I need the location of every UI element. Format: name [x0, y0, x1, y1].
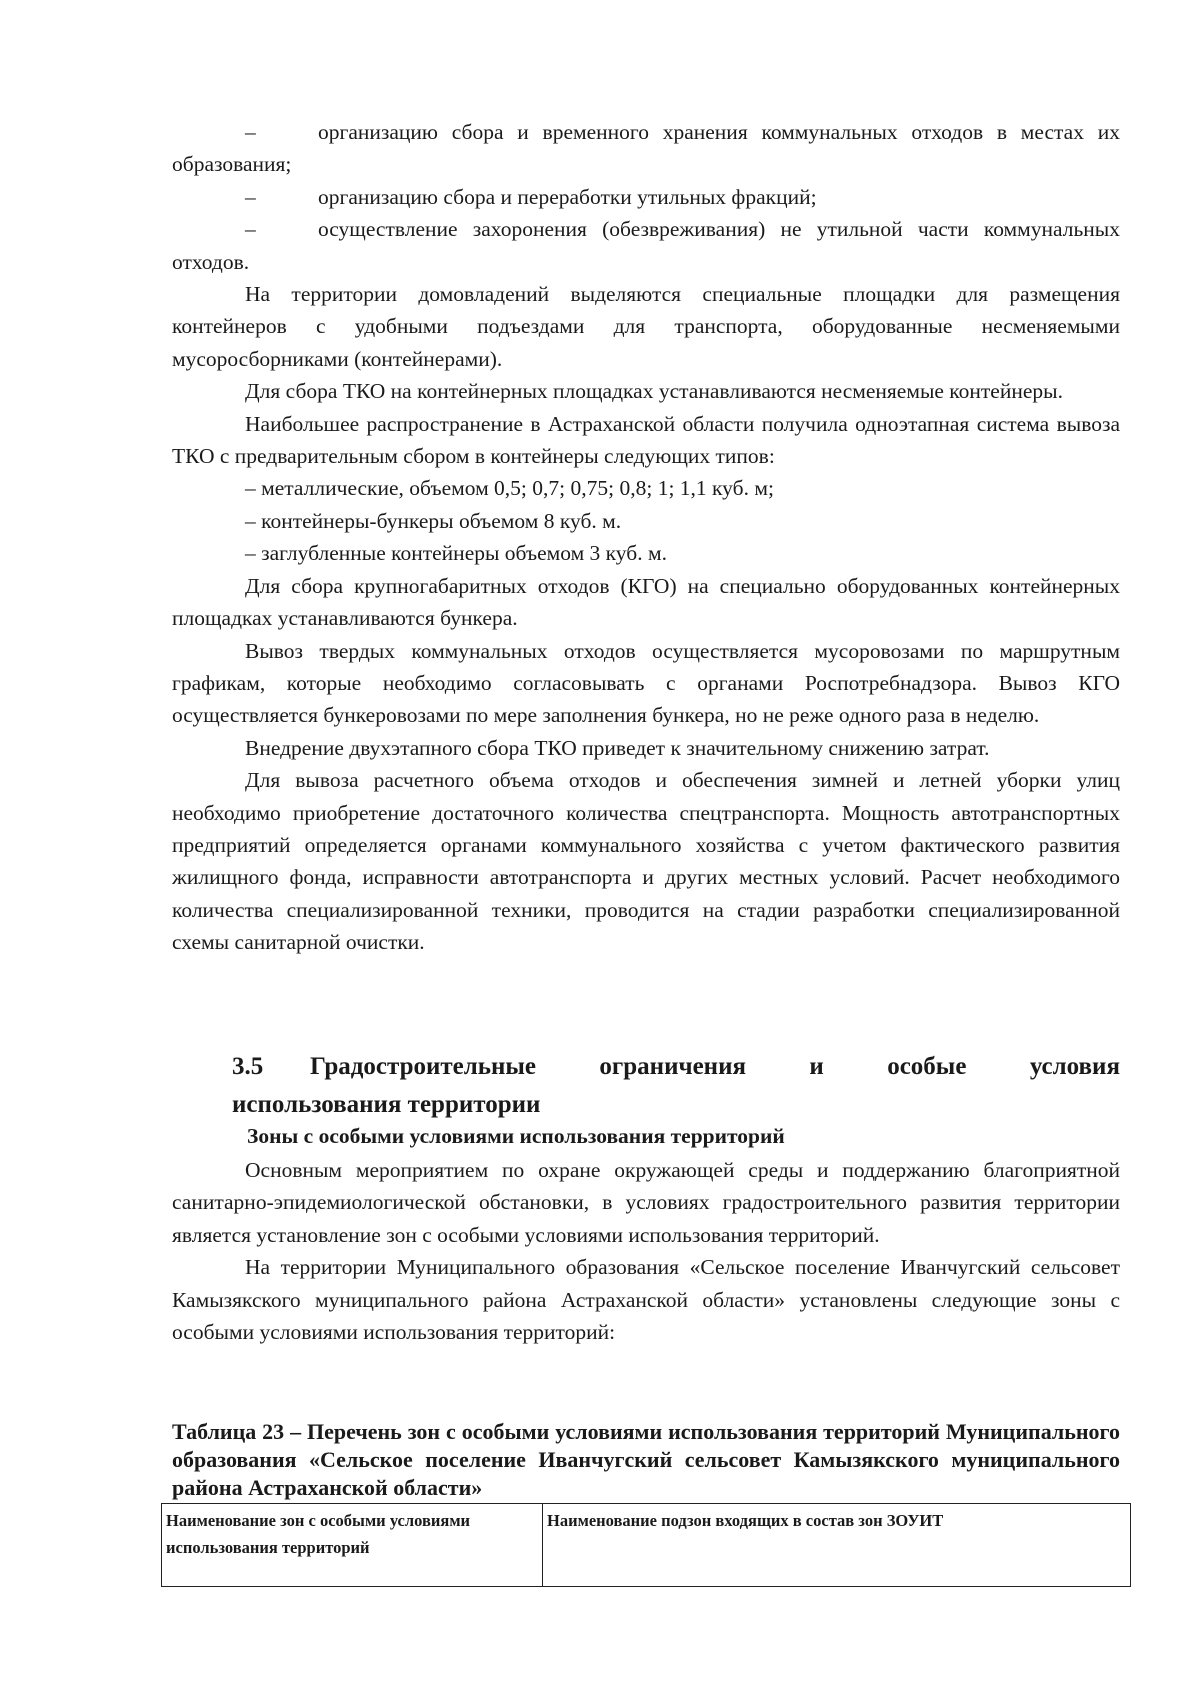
table-header-cell: Наименование подзон входящих в состав зон ЗОУИТ [543, 1504, 1131, 1587]
paragraph: Внедрение двухэтапного сбора ТКО приведет к значительному снижению затрат. [245, 735, 990, 760]
zones-table [161, 1503, 1131, 1587]
heading-word: ограничения [599, 1053, 747, 1080]
paragraph: Для сбора ТКО на контейнерных площадках устанавливаются несменяемые контейнеры. [245, 379, 1063, 404]
table-caption: Таблица 23 – Перечень зон с особыми условиями использования территорий Муниципального образования «Сельское поселение Иванчугский сельсовет Камызякского муниципального района Астраханской области» [172, 1419, 1120, 1500]
heading-word: условия [1029, 1053, 1120, 1080]
paragraph: Для сбора крупногабаритных отходов (КГО) на специально оборудованных контейнерных площадках устанавливаются бункера. [172, 573, 1120, 631]
subheading: Зоны с особыми условиями использования территорий [247, 1124, 785, 1148]
bullet-item [172, 116, 1120, 181]
list-item: – контейнеры-бункеры объемом 8 куб. м. [245, 508, 622, 533]
bullet-text: организацию сбора и временного хранения коммунальных отходов в местах их образования; [172, 120, 1120, 177]
heading-line-2: использования территории [232, 1091, 541, 1118]
section-heading [232, 1048, 1120, 1124]
bullet-text: организацию сбора и переработки утильных фракций; [318, 184, 817, 209]
paragraph: Вывоз твердых коммунальных отходов осуществляется мусоровозами по маршрутным графикам, которые необходимо согласовывать с органами Роспотребнадзора. Вывоз КГО осуществляется бункеровозами по мере заполнения бункера, но не реже одного раза в неделю. [172, 638, 1120, 728]
heading-word: особые [887, 1053, 967, 1080]
body-text-top [172, 116, 1120, 959]
bullet-item [172, 213, 1120, 278]
heading-word: Градостроительные [310, 1053, 537, 1080]
bullet-item [172, 181, 1120, 213]
list-item: – металлические, объемом 0,5; 0,7; 0,75; 0,8; 1; 1,1 куб. м; [245, 476, 774, 501]
body-text-bottom [172, 1154, 1120, 1348]
section-number: 3.5 [232, 1053, 264, 1080]
paragraph: На территории домовладений выделяются специальные площадки для размещения контейнеров с удобными подъездами для транспорта, оборудованные несменяемыми мусоросборниками (контейнерами). [172, 282, 1120, 371]
paragraph: Для вывоза расчетного объема отходов и обеспечения зимней и летней уборки улиц необходимо приобретение достаточного количества спецтранспорта. Мощность автотранспортных предприятий определяется органами коммунального хозяйства с учетом фактического развития жилищного фонда, исправности автотранспорта и других местных условий. Расчет необходимого количества специализированной техники, проводится на стадии разработки специализированной схемы санитарной очистки. [172, 768, 1120, 955]
table-header-cell: Наименование зон с особыми условиями использования территорий [162, 1504, 543, 1587]
paragraph: На территории Муниципального образования «Сельское поселение Иванчугский сельсовет Камызякского муниципального района Астраханской области» установлены следующие зоны с особыми условиями использования территорий: [172, 1255, 1120, 1345]
bullet-dash: – [245, 184, 256, 209]
list-item: – заглубленные контейнеры объемом 3 куб. м. [245, 541, 667, 566]
paragraph: Наибольшее распространение в Астраханской области получила одноэтапная система вывоза ТКО с предварительным сбором в контейнеры следующих типов: [172, 411, 1120, 469]
bullet-text: осуществление захоронения (обезвреживания) не утильной части коммунальных отходов. [172, 217, 1120, 274]
heading-word: и [809, 1053, 824, 1080]
paragraph: Основным мероприятием по охране окружающей среды и поддержанию благоприятной санитарно-эпидемиологической обстановки, в условиях градостроительного развития территории является установление зон с особыми условиями использования территорий. [172, 1158, 1120, 1247]
bullet-dash: – [245, 120, 256, 144]
table-header-row [162, 1504, 1131, 1587]
bullet-dash: – [245, 217, 256, 242]
